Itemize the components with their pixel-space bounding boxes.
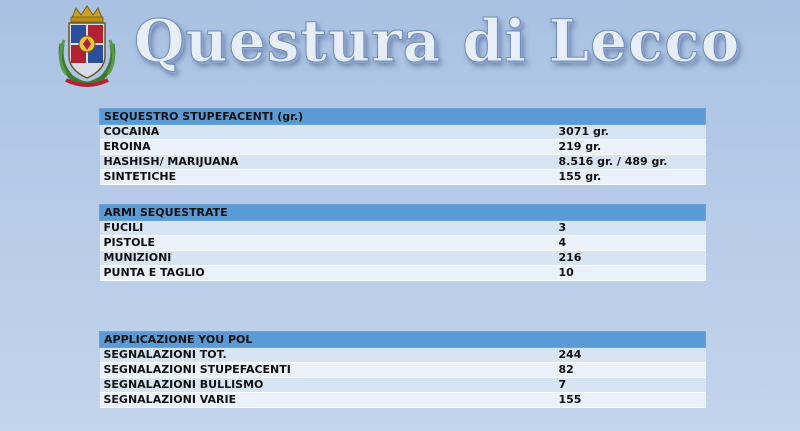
row-value: 3 (403, 221, 706, 236)
table-row (100, 236, 706, 251)
polizia-crest-icon (52, 4, 122, 90)
row-label: PISTOLE (100, 236, 403, 251)
table-row (100, 251, 706, 266)
row-label: COCAINA (100, 125, 403, 140)
row-value: 3071 gr. (403, 125, 706, 140)
row-value: 7 (403, 378, 706, 393)
row-value: 244 (403, 348, 706, 363)
youpol-table (99, 331, 706, 408)
table-row (100, 266, 706, 281)
row-value: 219 gr. (403, 140, 706, 155)
table-header: SEQUESTRO STUPEFACENTI (gr.) (100, 109, 706, 125)
table-row (100, 363, 706, 378)
row-label: SEGNALAZIONI STUPEFACENTI (100, 363, 403, 378)
row-value: 4 (403, 236, 706, 251)
row-value: 155 (403, 393, 706, 408)
row-label: MUNIZIONI (100, 251, 403, 266)
table-header: ARMI SEQUESTRATE (100, 205, 706, 221)
row-label: SEGNALAZIONI TOT. (100, 348, 403, 363)
row-value: 10 (403, 266, 706, 281)
stupefacenti-table (99, 108, 706, 185)
table-header: APPLICAZIONE YOU POL (100, 332, 706, 348)
row-label: SINTETICHE (100, 170, 403, 185)
table-row (100, 221, 706, 236)
table-row (100, 348, 706, 363)
row-value: 216 (403, 251, 706, 266)
armi-table (99, 204, 706, 281)
row-label: EROINA (100, 140, 403, 155)
table-row (100, 393, 706, 408)
table-row (100, 170, 706, 185)
row-label: SEGNALAZIONI BULLISMO (100, 378, 403, 393)
row-label: FUCILI (100, 221, 403, 236)
table-row (100, 140, 706, 155)
page-title: Questura di Lecco (134, 7, 741, 75)
row-label: SEGNALAZIONI VARIE (100, 393, 403, 408)
table-row (100, 378, 706, 393)
table-row (100, 125, 706, 140)
row-value: 155 gr. (403, 170, 706, 185)
row-label: PUNTA E TAGLIO (100, 266, 403, 281)
row-value: 82 (403, 363, 706, 378)
row-value: 8.516 gr. / 489 gr. (403, 155, 706, 170)
table-row (100, 155, 706, 170)
row-label: HASHISH/ MARIJUANA (100, 155, 403, 170)
